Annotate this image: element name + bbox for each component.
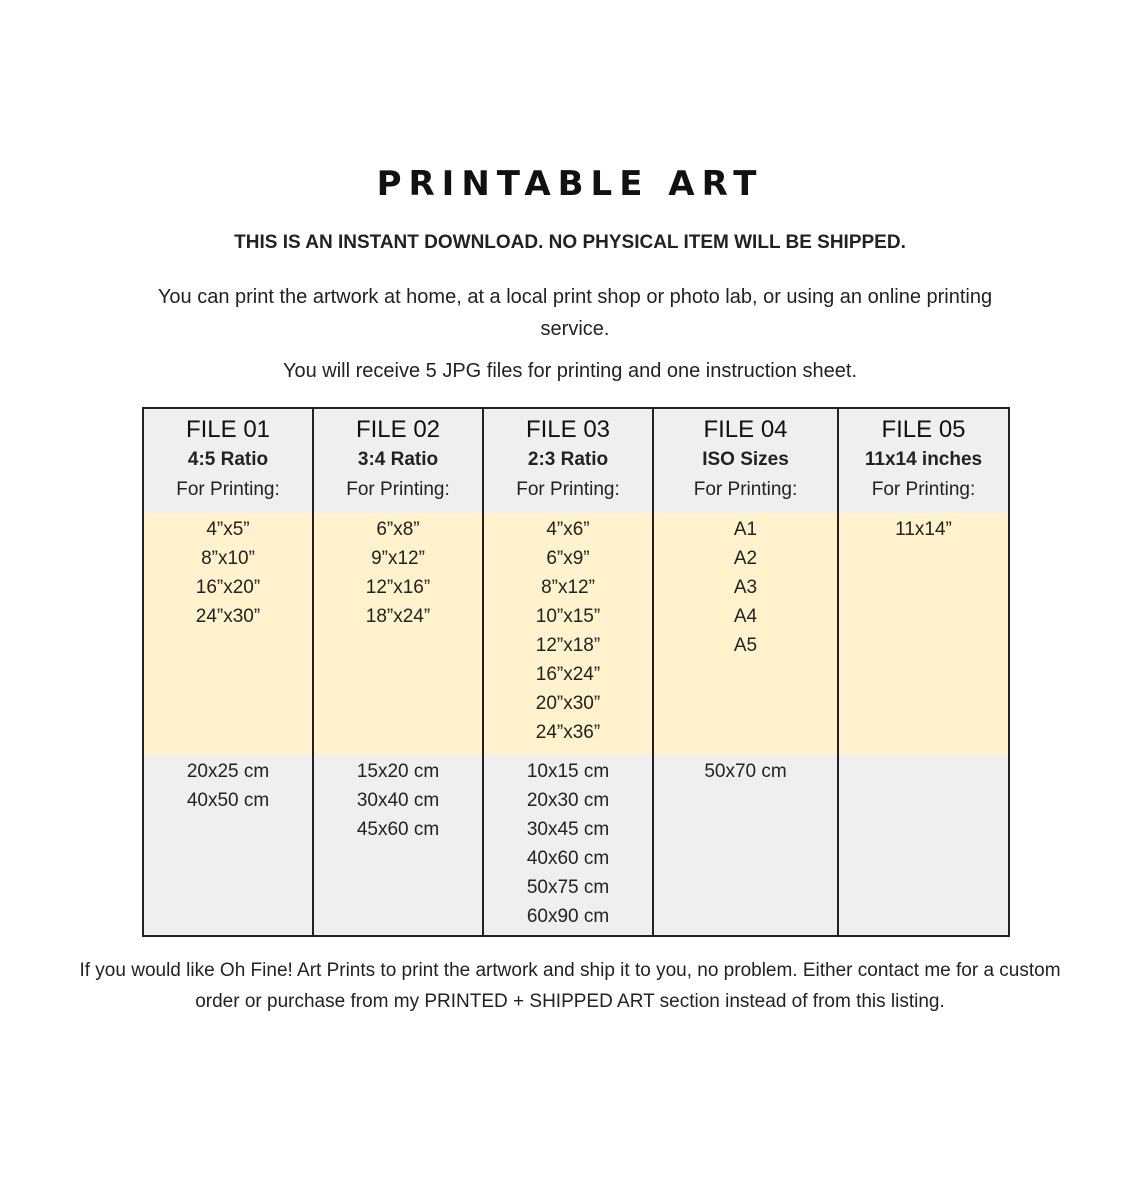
inch-sizes [484,513,652,755]
size-item: 18”x24” [365,606,431,627]
file-label: FILE 01 [185,416,271,443]
file-label: FILE 03 [525,416,611,443]
file-label: FILE 04 [703,416,788,443]
size-item: A4 [733,606,758,627]
size-item: 20x25 cm [186,761,270,782]
size-item: 15x20 cm [356,761,440,782]
size-item: A3 [733,577,758,598]
receive-text: You will receive 5 JPG files for printing and one instruction sheet. [282,360,857,382]
table-column [314,409,484,935]
table-column [144,409,314,935]
column-header [654,409,837,513]
inch-sizes [144,513,312,755]
file-label: FILE 05 [881,416,966,443]
size-item: 9”x12” [371,548,425,569]
size-item: 12”x18” [535,635,601,656]
print-size-table [142,407,1010,937]
size-item: 6”x9” [546,548,590,569]
size-item: A2 [733,548,758,569]
column-header [839,409,1008,513]
printing-label: For Printing: [693,479,798,500]
cm-sizes [484,755,652,935]
size-item: 30x40 cm [356,790,440,811]
size-item: A1 [733,519,758,540]
intro-text: You can print the artwork at home, at a local print shop or photo lab, or using an online printing service. [157,286,993,340]
cm-sizes [839,755,1008,935]
size-item: 8”x12” [541,577,595,598]
footer-text: If you would like Oh Fine! Art Prints to print the artwork and ship it to you, no problem. Either contact me for a custom order or purchase from my PRINTED + SHIPPED ART section instead of from this listing. [79,960,1061,1012]
column-header [484,409,652,513]
size-item: 8”x10” [201,548,255,569]
size-item: 12”x16” [365,577,431,598]
download-notice: THIS IS AN INSTANT DOWNLOAD. NO PHYSICAL ITEM WILL BE SHIPPED. [234,232,906,253]
size-item: 4”x5” [206,519,250,540]
size-item: 50x75 cm [526,877,610,898]
cm-sizes [144,755,312,935]
size-item: 16”x20” [195,577,261,598]
printing-label: For Printing: [346,479,450,500]
column-header [314,409,482,513]
ratio-label: ISO Sizes [702,449,789,470]
table-column [839,409,1008,935]
ratio-label: 2:3 Ratio [527,449,609,470]
size-item: 24”x36” [535,722,601,743]
size-item: A5 [733,635,758,656]
size-item: 10x15 cm [526,761,610,782]
table-column [484,409,654,935]
ratio-label: 4:5 Ratio [187,449,269,470]
printing-label: For Printing: [176,479,280,500]
inch-sizes [654,513,837,755]
size-item: 45x60 cm [356,819,440,840]
size-item: 6”x8” [376,519,420,540]
table-column [654,409,839,935]
printing-label: For Printing: [516,479,620,500]
inch-sizes [314,513,482,755]
column-header [144,409,312,513]
size-item: 16”x24” [535,664,601,685]
ratio-label: 11x14 inches [864,449,983,470]
size-item: 50x70 cm [704,761,787,782]
size-item: 10”x15” [535,606,601,627]
size-item: 11x14” [895,519,952,540]
cm-sizes [314,755,482,935]
printing-label: For Printing: [871,479,976,500]
ratio-label: 3:4 Ratio [357,449,439,470]
size-item: 40x50 cm [186,790,270,811]
file-label: FILE 02 [355,416,441,443]
size-item: 20x30 cm [526,790,610,811]
size-item: 30x45 cm [526,819,610,840]
cm-sizes [654,755,837,935]
size-item: 4”x6” [546,519,590,540]
size-item: 24”x30” [195,606,261,627]
inch-sizes [839,513,1008,755]
page-title: PRINTABLE ART [376,164,764,204]
size-item: 60x90 cm [526,906,610,927]
size-item: 40x60 cm [526,848,610,869]
size-item: 20”x30” [535,693,601,714]
